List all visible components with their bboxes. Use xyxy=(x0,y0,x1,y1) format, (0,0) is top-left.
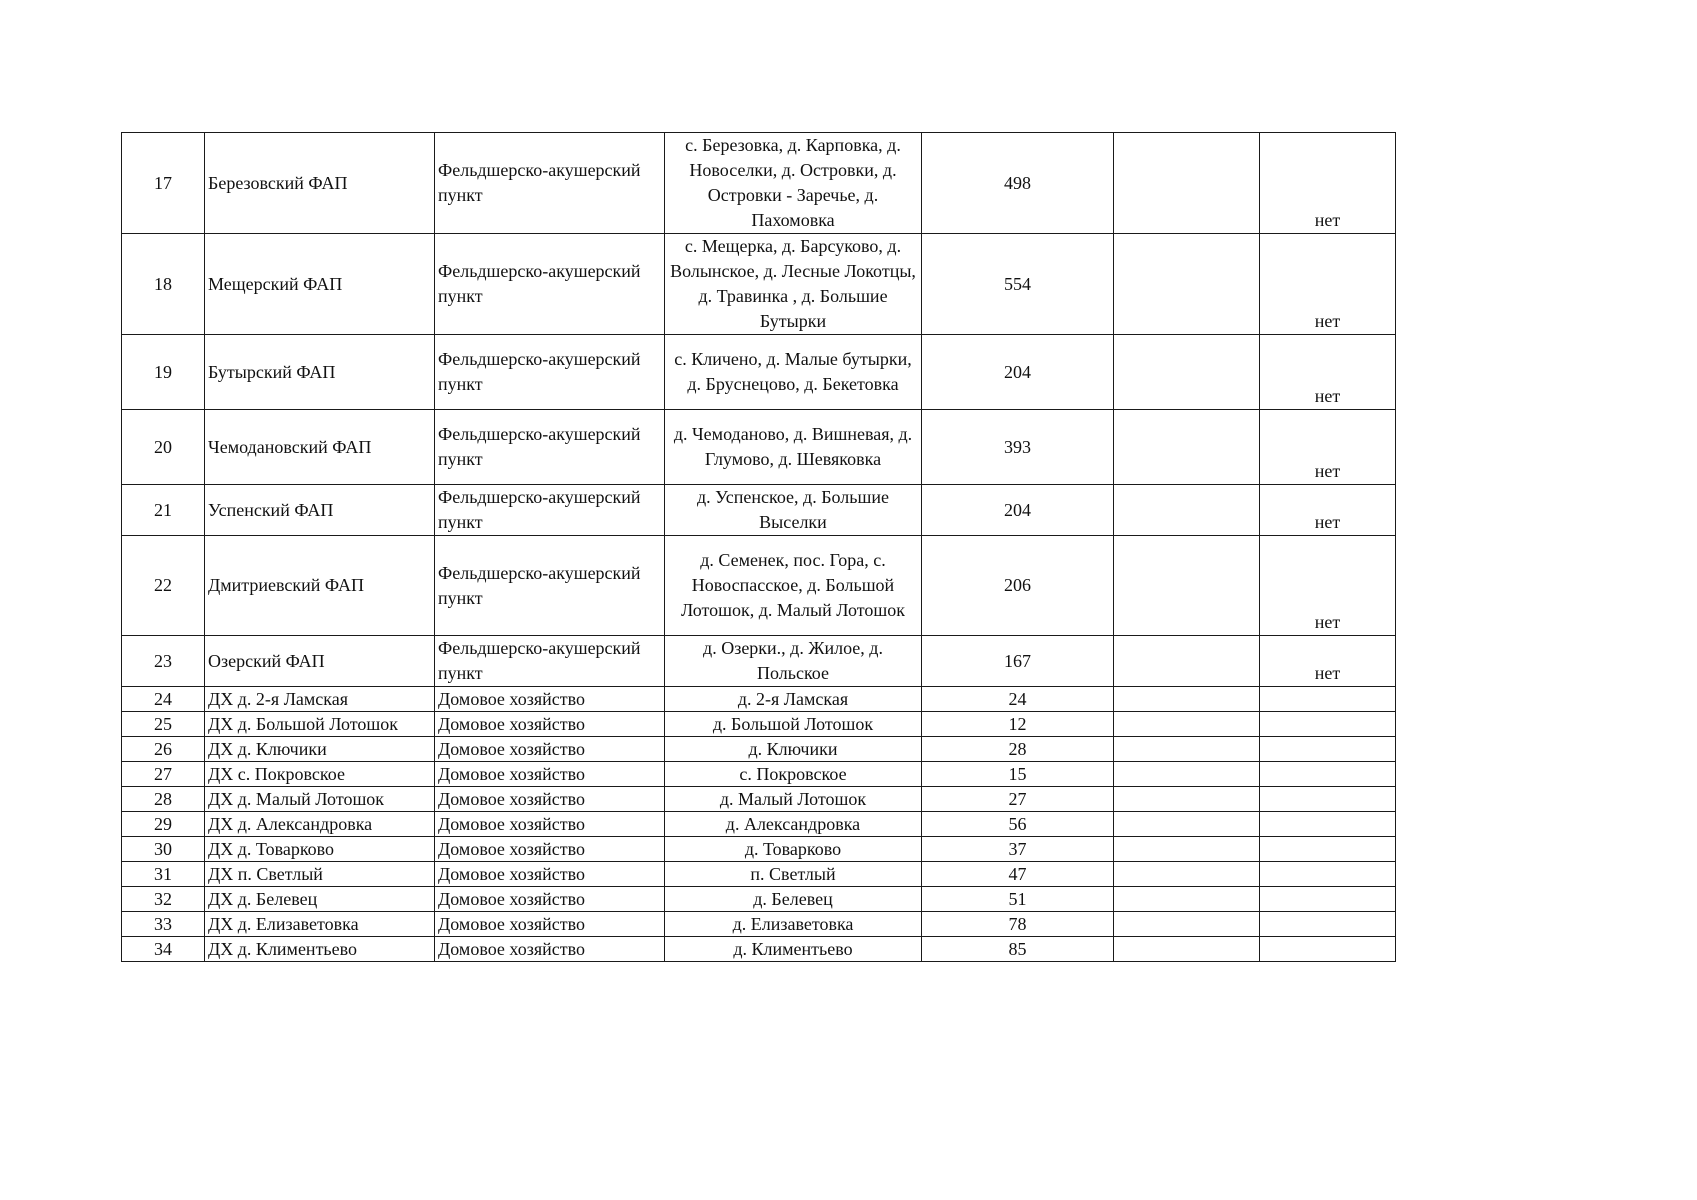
table-row xyxy=(122,887,1396,912)
empty-cell xyxy=(1114,887,1260,912)
facility-type: Домовое хозяйство xyxy=(435,937,665,962)
row-number: 21 xyxy=(122,485,205,536)
row-number: 33 xyxy=(122,912,205,937)
population: 51 xyxy=(922,887,1114,912)
served-locations: д. Товарково xyxy=(665,837,922,862)
facility-type: Домовое хозяйство xyxy=(435,862,665,887)
facility-type: Домовое хозяйство xyxy=(435,837,665,862)
row-number: 17 xyxy=(122,133,205,234)
facility-name: Успенский ФАП xyxy=(205,485,435,536)
served-locations: д. Ключики xyxy=(665,737,922,762)
row-number: 25 xyxy=(122,712,205,737)
population: 85 xyxy=(922,937,1114,962)
row-number: 31 xyxy=(122,862,205,887)
facility-type: Фельдшерско-акушерский пункт xyxy=(435,536,665,636)
empty-cell xyxy=(1114,485,1260,536)
served-locations: д. Елизаветовка xyxy=(665,912,922,937)
row-number: 24 xyxy=(122,687,205,712)
population: 78 xyxy=(922,912,1114,937)
population: 393 xyxy=(922,410,1114,485)
table-row xyxy=(122,812,1396,837)
population: 204 xyxy=(922,485,1114,536)
note xyxy=(1260,912,1396,937)
population: 554 xyxy=(922,234,1114,335)
served-locations: с. Мещерка, д. Барсуково, д. Волынское, д. Лесные Локотцы, д. Травинка , д. Большие Бутырки xyxy=(665,234,922,335)
served-locations: д. Чемоданово, д. Вишневая, д. Глумово, д. Шевяковка xyxy=(665,410,922,485)
facility-name: Бутырский ФАП xyxy=(205,335,435,410)
facility-name: Мещерский ФАП xyxy=(205,234,435,335)
served-locations: д. Климентьево xyxy=(665,937,922,962)
empty-cell xyxy=(1114,837,1260,862)
served-locations: с. Березовка, д. Карповка, д. Новоселки, д. Островки, д. Островки - Заречье, д. Пахомовка xyxy=(665,133,922,234)
facility-type: Домовое хозяйство xyxy=(435,737,665,762)
table-row xyxy=(122,712,1396,737)
note: нет xyxy=(1260,536,1396,636)
facilities-table xyxy=(121,132,1396,962)
facility-name: Березовский ФАП xyxy=(205,133,435,234)
empty-cell xyxy=(1114,636,1260,687)
note xyxy=(1260,762,1396,787)
facility-name: ДХ д. Белевец xyxy=(205,887,435,912)
table-row xyxy=(122,737,1396,762)
population: 167 xyxy=(922,636,1114,687)
row-number: 27 xyxy=(122,762,205,787)
served-locations: с. Покровское xyxy=(665,762,922,787)
note xyxy=(1260,787,1396,812)
facility-type: Фельдшерско-акушерский пункт xyxy=(435,234,665,335)
note xyxy=(1260,937,1396,962)
facility-type: Домовое хозяйство xyxy=(435,762,665,787)
empty-cell xyxy=(1114,410,1260,485)
empty-cell xyxy=(1114,687,1260,712)
population: 47 xyxy=(922,862,1114,887)
empty-cell xyxy=(1114,133,1260,234)
row-number: 29 xyxy=(122,812,205,837)
table-row xyxy=(122,787,1396,812)
facility-type: Фельдшерско-акушерский пункт xyxy=(435,485,665,536)
population: 204 xyxy=(922,335,1114,410)
empty-cell xyxy=(1114,234,1260,335)
facility-type: Домовое хозяйство xyxy=(435,912,665,937)
facility-name: ДХ д. Товарково xyxy=(205,837,435,862)
served-locations: д. Малый Лотошок xyxy=(665,787,922,812)
population: 28 xyxy=(922,737,1114,762)
row-number: 30 xyxy=(122,837,205,862)
note: нет xyxy=(1260,485,1396,536)
served-locations: с. Кличено, д. Малые бутырки, д. Бруснецово, д. Бекетовка xyxy=(665,335,922,410)
population: 498 xyxy=(922,133,1114,234)
facility-name: Озерский ФАП xyxy=(205,636,435,687)
empty-cell xyxy=(1114,737,1260,762)
note: нет xyxy=(1260,133,1396,234)
population: 27 xyxy=(922,787,1114,812)
served-locations: п. Светлый xyxy=(665,862,922,887)
table-row xyxy=(122,687,1396,712)
population: 56 xyxy=(922,812,1114,837)
served-locations: д. Успенское, д. Большие Выселки xyxy=(665,485,922,536)
facility-name: Дмитриевский ФАП xyxy=(205,536,435,636)
facility-name: ДХ д. Александровка xyxy=(205,812,435,837)
facility-name: ДХ п. Светлый xyxy=(205,862,435,887)
row-number: 20 xyxy=(122,410,205,485)
row-number: 23 xyxy=(122,636,205,687)
facility-type: Домовое хозяйство xyxy=(435,687,665,712)
population: 15 xyxy=(922,762,1114,787)
note xyxy=(1260,812,1396,837)
row-number: 18 xyxy=(122,234,205,335)
empty-cell xyxy=(1114,762,1260,787)
row-number: 26 xyxy=(122,737,205,762)
table-row xyxy=(122,536,1396,636)
facility-type: Фельдшерско-акушерский пункт xyxy=(435,133,665,234)
empty-cell xyxy=(1114,812,1260,837)
note xyxy=(1260,712,1396,737)
note xyxy=(1260,862,1396,887)
note: нет xyxy=(1260,335,1396,410)
row-number: 34 xyxy=(122,937,205,962)
facility-name: ДХ д. Елизаветовка xyxy=(205,912,435,937)
empty-cell xyxy=(1114,335,1260,410)
note: нет xyxy=(1260,234,1396,335)
table-row xyxy=(122,937,1396,962)
served-locations: д. Александровка xyxy=(665,812,922,837)
facility-type: Домовое хозяйство xyxy=(435,712,665,737)
table-row xyxy=(122,862,1396,887)
table-row xyxy=(122,410,1396,485)
table-row xyxy=(122,335,1396,410)
note xyxy=(1260,837,1396,862)
row-number: 32 xyxy=(122,887,205,912)
facility-type: Фельдшерско-акушерский пункт xyxy=(435,335,665,410)
row-number: 22 xyxy=(122,536,205,636)
facility-name: ДХ с. Покровское xyxy=(205,762,435,787)
served-locations: д. Семенек, пос. Гора, с. Новоспасское, д. Большой Лотошок, д. Малый Лотошок xyxy=(665,536,922,636)
empty-cell xyxy=(1114,912,1260,937)
table-row xyxy=(122,133,1396,234)
population: 206 xyxy=(922,536,1114,636)
empty-cell xyxy=(1114,712,1260,737)
note xyxy=(1260,687,1396,712)
served-locations: д. Большой Лотошок xyxy=(665,712,922,737)
note: нет xyxy=(1260,410,1396,485)
facility-type: Домовое хозяйство xyxy=(435,812,665,837)
empty-cell xyxy=(1114,862,1260,887)
facility-name: Чемодановский ФАП xyxy=(205,410,435,485)
facility-type: Фельдшерско-акушерский пункт xyxy=(435,636,665,687)
served-locations: д. 2-я Ламская xyxy=(665,687,922,712)
facility-name: ДХ д. 2-я Ламская xyxy=(205,687,435,712)
served-locations: д. Белевец xyxy=(665,887,922,912)
table-row xyxy=(122,912,1396,937)
table-row xyxy=(122,762,1396,787)
facility-name: ДХ д. Климентьево xyxy=(205,937,435,962)
empty-cell xyxy=(1114,787,1260,812)
row-number: 19 xyxy=(122,335,205,410)
population: 37 xyxy=(922,837,1114,862)
table-row xyxy=(122,485,1396,536)
facility-type: Домовое хозяйство xyxy=(435,787,665,812)
facility-type: Домовое хозяйство xyxy=(435,887,665,912)
facility-type: Фельдшерско-акушерский пункт xyxy=(435,410,665,485)
row-number: 28 xyxy=(122,787,205,812)
served-locations: д. Озерки., д. Жилое, д. Польское xyxy=(665,636,922,687)
facility-name: ДХ д. Большой Лотошок xyxy=(205,712,435,737)
table-row xyxy=(122,837,1396,862)
note xyxy=(1260,737,1396,762)
population: 12 xyxy=(922,712,1114,737)
facility-name: ДХ д. Малый Лотошок xyxy=(205,787,435,812)
table-row xyxy=(122,234,1396,335)
population: 24 xyxy=(922,687,1114,712)
empty-cell xyxy=(1114,536,1260,636)
table-row xyxy=(122,636,1396,687)
note xyxy=(1260,887,1396,912)
note: нет xyxy=(1260,636,1396,687)
facility-name: ДХ д. Ключики xyxy=(205,737,435,762)
empty-cell xyxy=(1114,937,1260,962)
